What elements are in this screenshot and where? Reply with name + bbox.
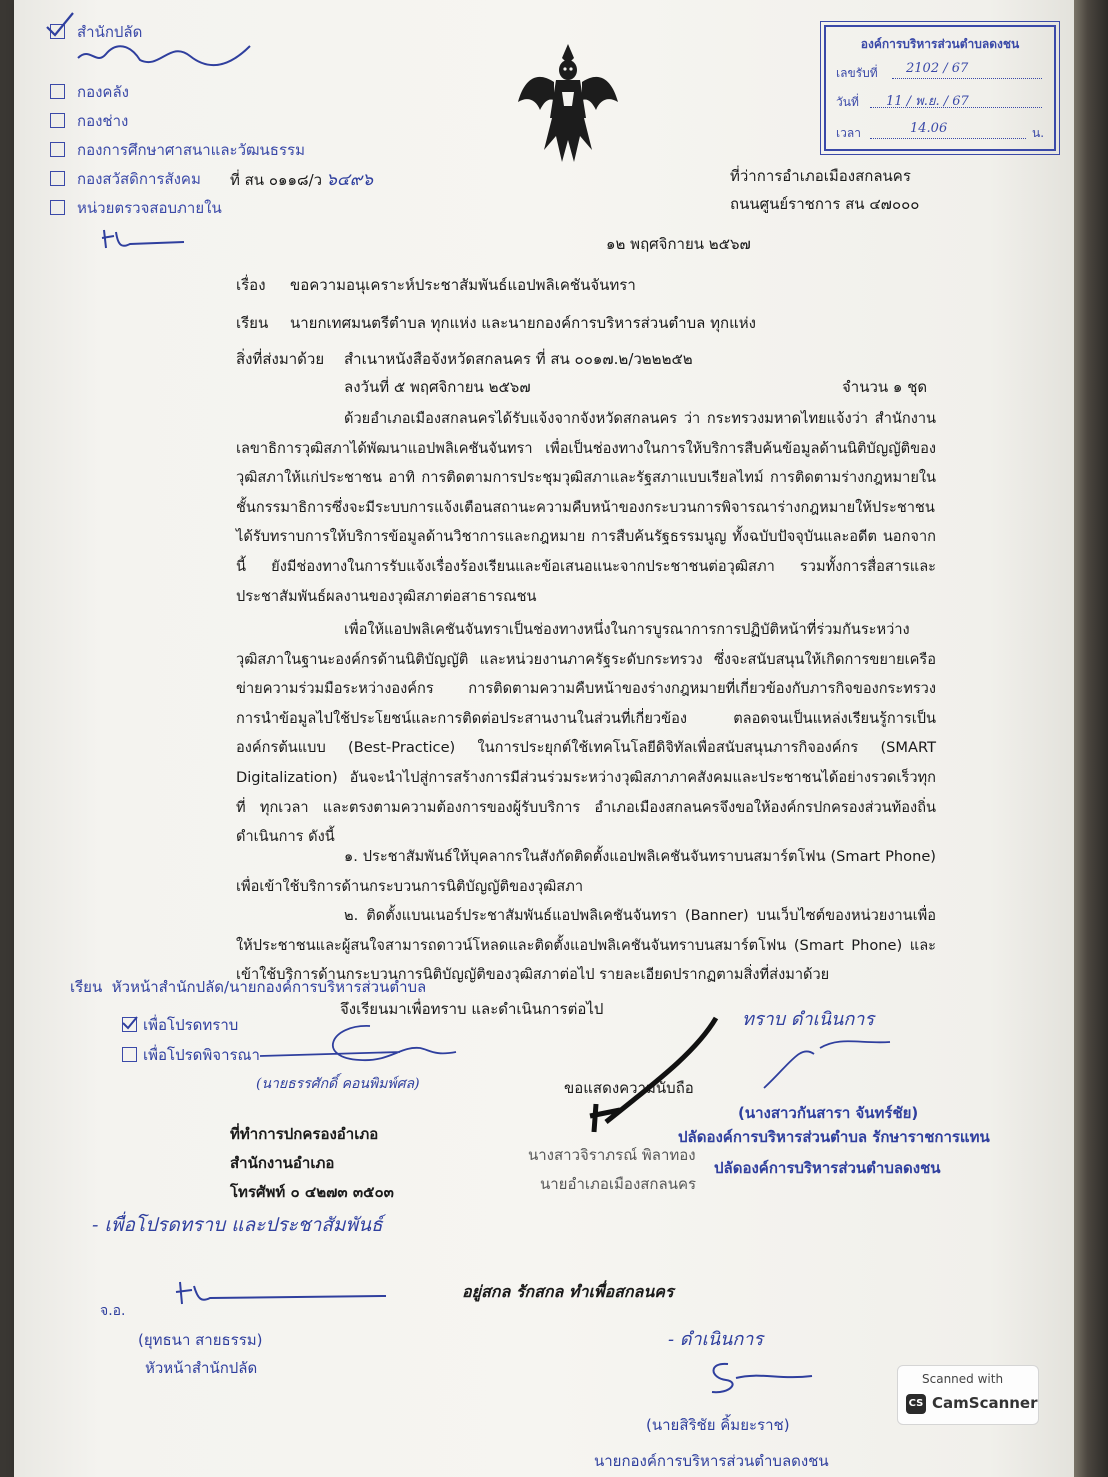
- head-title: หัวหน้าสำนักปลัด: [145, 1359, 258, 1377]
- routing-label: หน่วยตรวจสอบภายใน: [77, 199, 222, 217]
- routing-label: สำนักปลัด: [77, 23, 143, 41]
- to-label: เรียน: [236, 314, 269, 332]
- routing-item: [50, 109, 128, 133]
- routing-label: กองสวัสดิการสังคม: [77, 170, 201, 188]
- subject-label: เรื่อง: [236, 276, 266, 294]
- routing-label: กองช่าง: [77, 112, 129, 130]
- checkbox-icon: [50, 84, 65, 99]
- stamp-time-unit: น.: [1032, 126, 1045, 140]
- stamp-org: องค์การบริหารส่วนตำบลดงชน: [860, 37, 1020, 51]
- annotation-to: เรียน หัวหน้าสำนักปลัด/นายกองค์การบริหารส่วนตำบล: [70, 978, 427, 996]
- letter-date: ๑๒ พฤศจิกายน ๒๕๖๗: [606, 235, 751, 253]
- checkbox-icon: [50, 200, 65, 215]
- stamp-receive-value: 2102 / 67: [906, 61, 969, 76]
- mayor-title: นายกองค์การบริหารส่วนตำบลดงชน: [594, 1452, 829, 1470]
- mayor-note: - ดำเนินการ: [668, 1329, 764, 1350]
- signer-title: นายอำเภอเมืองสกลนคร: [540, 1175, 697, 1193]
- desk-background: [1074, 0, 1108, 1477]
- regards: ขอแสดงความนับถือ: [564, 1079, 694, 1097]
- staff-name: (นายธรรศักดิ์ คอนพิมพ์ศล): [256, 1076, 420, 1092]
- received-stamp: [824, 25, 1056, 151]
- checkbox-checked-icon: [122, 1017, 137, 1032]
- signature-scribble-icon: [220, 1022, 460, 1066]
- letter-body-2: [236, 615, 936, 852]
- routing-item: [50, 80, 129, 104]
- subject-text: ขอความอนุเคราะห์ประชาสัมพันธ์แอปพลิเคชันจันทรา: [290, 276, 636, 294]
- enclosure-text: สำเนาหนังสือจังหวัดสกลนคร ที่ สน ๐๐๑๗.๒/ว๒๒๒๕๒: [344, 350, 693, 368]
- closing-line: จึงเรียนมาเพื่อทราบ และดำเนินการต่อไป: [340, 1000, 604, 1018]
- signature-icon: [576, 1012, 736, 1142]
- reference-handwritten: ๖๔๙๖: [326, 170, 373, 190]
- office-phone: โทรศัพท์ ๐ ๔๒๗๓ ๓๕๐๓: [230, 1183, 394, 1201]
- slogan: อยู่สกล รักสกล ทำเพื่อสกลนคร: [462, 1282, 674, 1301]
- initials-signature-icon: [100, 226, 190, 256]
- handwritten-instruction: - เพื่อโปรดทราบ และประชาสัมพันธ์: [92, 1214, 383, 1236]
- stamp-date-label: วันที่: [836, 95, 859, 109]
- handwritten-signature-icon: [70, 36, 260, 76]
- sender-address-line2: ถนนศูนย์ราชการ สน ๔๗๐๐๐: [730, 195, 920, 213]
- routing-item: [50, 196, 222, 220]
- routing-label: กองคลัง: [77, 83, 129, 101]
- letter-body: [236, 404, 936, 611]
- check-mark-icon: [122, 1016, 138, 1030]
- deputy-stamp-line2: ปลัดองค์การบริหารส่วนตำบลดงชน: [714, 1159, 941, 1177]
- enclosure-date: ลงวันที่ ๕ พฤศจิกายน ๒๕๖๗: [344, 378, 531, 396]
- option-acknowledge: เพื่อโปรดทราบ: [122, 1013, 238, 1037]
- reference-number: ที่ สน ๐๑๑๘/ว ๖๔๙๖: [230, 170, 373, 190]
- stamp-line: [870, 138, 1026, 139]
- stamp-time-value: 14.06: [910, 121, 948, 136]
- handwritten-note: ทราบ ดำเนินการ: [742, 1009, 875, 1030]
- garuda-emblem-icon: [516, 40, 620, 170]
- checkbox-icon: [50, 171, 65, 186]
- stamp-time-label: เวลา: [836, 126, 861, 140]
- office-line2: สำนักงานอำเภอ: [230, 1154, 335, 1172]
- check-mark-icon: [45, 11, 75, 37]
- stamp-receive-label: เลขรับที่: [836, 66, 878, 80]
- scanner-caption: Scanned with: [922, 1372, 1004, 1386]
- deputy-name: (นางสาวกันสารา จันทร์ชัย): [738, 1104, 919, 1122]
- head-signature-icon: [150, 1278, 390, 1312]
- enclosure-count: จำนวน ๑ ชุด: [842, 378, 928, 396]
- to-text: นายกเทศมนตรีตำบล ทุกแห่ง และนายกองค์การบริหารส่วนตำบล ทุกแห่ง: [290, 314, 756, 332]
- list-item-1: ๑. ประชาสัมพันธ์ให้บุคลากรในสังกัดติดตั้งแอปพลิเคชันจันทราบนสมาร์ตโฟน (Smart Phone) เพื่อเข้าใช้บริการด้านกระบวนการนิติบัญญัติของวุฒิสภา: [236, 848, 936, 895]
- enclosure-label: สิ่งที่ส่งมาด้วย: [236, 350, 325, 368]
- list-item-2: ๒. ติดตั้งแบนเนอร์ประชาสัมพันธ์แอปพลิเคชันจันทรา (Banner) บนเว็บไซต์ของหน่วยงานเพื่อให้ประชาชนและผู้สนใจสามารถดาวน์โหลดและติดตั้งแอปพลิเคชันจันทราบนสมาร์ตโฟน (Smart Phone) และเข้าใช้บริการด้านกระบวนการนิติบัญญัติของวุฒิสภาต่อไป รายละเอียดปรากฏตามสิ่งที่ส่งมาด้วย: [236, 907, 936, 984]
- option-consider: เพื่อโปรดพิจารณา: [122, 1043, 260, 1067]
- stamp-date-value: 11 / พ.ย. / 67: [886, 94, 969, 109]
- camscanner-badge: [897, 1365, 1039, 1425]
- mayor-name: (นายสิริชัย คิ้มยะราช): [646, 1416, 790, 1434]
- deputy-signature-icon: [760, 1034, 900, 1094]
- jo-label: จ.อ.: [100, 1303, 126, 1319]
- scanner-brand: CamScanner: [932, 1394, 1038, 1412]
- sender-address-line1: ที่ว่าการอำเภอเมืองสกลนคร: [730, 167, 911, 185]
- checkbox-icon: [122, 1047, 137, 1062]
- paragraph-1: ด้วยอำเภอเมืองสกลนครได้รับแจ้งจากจังหวัดสกลนคร ว่า กระทรวงมหาดไทยแจ้งว่า สำนักงานเลขาธิการวุฒิสภาได้พัฒนาแอปพลิเคชันจันทรา เพื่อเป็นช่องทางในการให้บริการสืบค้นข้อมูลด้านนิติบัญญัติของวุฒิสภาให้แก่ประชาชน อาทิ การติดตามการประชุมวุฒิสภาและรัฐสภาแบบเรียลไทม์ การติดตามร่างกฎหมายในชั้นกรรมาธิการซึ่งจะมีระบบการแจ้งเตือนสถานะความคืบหน้าของกระบวนการพิจารณาร่างกฎหมายให้ประชาชนได้รับทราบการให้บริการข้อมูลด้านวิชาการและกฎหมาย การสืบค้นรัฐธรรมนูญ ทั้งฉบับปัจจุบันและอดีต นอกจากนี้ ยังมีช่องทางในการรับแจ้งเรื่องร้องเรียนและข้อเสนอแนะจากประชาชนต่อวุฒิสภา รวมทั้งการสื่อสารและประชาสัมพันธ์ผลงานของวุฒิสภาต่อสาธารณชน: [236, 410, 936, 605]
- checkbox-icon: [50, 113, 65, 128]
- signer-name: นางสาวจิราภรณ์ พิลาทอง: [528, 1146, 696, 1164]
- routing-item: [50, 138, 305, 162]
- mayor-signature-icon: [700, 1358, 820, 1398]
- letter-items: [236, 842, 936, 990]
- stamp-line: [892, 78, 1042, 79]
- routing-item: [50, 167, 201, 191]
- camscanner-logo-icon: CS: [906, 1394, 926, 1414]
- routing-label: กองการศึกษาศาสนาและวัฒนธรรม: [77, 141, 305, 159]
- deputy-stamp-line1: ปลัดองค์การบริหารส่วนตำบล รักษาราชการแทน: [678, 1128, 990, 1146]
- head-name: (ยุทธนา สายธรรม): [138, 1331, 263, 1349]
- checkbox-checked-icon: [50, 24, 65, 39]
- office-line1: ที่ทำการปกครองอำเภอ: [230, 1125, 379, 1143]
- paragraph-2: เพื่อให้แอปพลิเคชันจันทราเป็นช่องทางหนึ่งในการบูรณาการการปฏิบัติหน้าที่ร่วมกันระหว่างวุฒิสภาในฐานะองค์กรด้านนิติบัญญัติ และหน่วยงานภาครัฐระดับกระทรวง ซึ่งจะสนับสนุนให้เกิดการขยายเครือข่ายความร่วมมือระหว่างองค์กร การติดตามความคืบหน้าของร่างกฎหมายที่เกี่ยวข้องกับภารกิจของกระทรวง การนำข้อมูลไปใช้ประโยชน์และการติดต่อประสานงานในส่วนที่เกี่ยวข้อง ตลอดจนเป็นแหล่งเรียนรู้การเป็นองค์กรต้นแบบ (Best-Practice) ในการประยุกต์ใช้เทคโนโลยีดิจิทัลเพื่อสนับสนุนภารกิจองค์กร (SMART Digitalization) อันจะนำไปสู่การสร้างการมีส่วนร่วมระหว่างวุฒิสภาภาคสังคมและประชาชนได้อย่างรวดเร็วทุกที่ ทุกเวลา และตรงตามความต้องการของผู้รับบริการ อำเภอเมืองสกลนครจึงขอให้องค์กรปกครองส่วนท้องถิ่นดำเนินการ ดังนี้: [236, 621, 936, 846]
- checkbox-icon: [50, 142, 65, 157]
